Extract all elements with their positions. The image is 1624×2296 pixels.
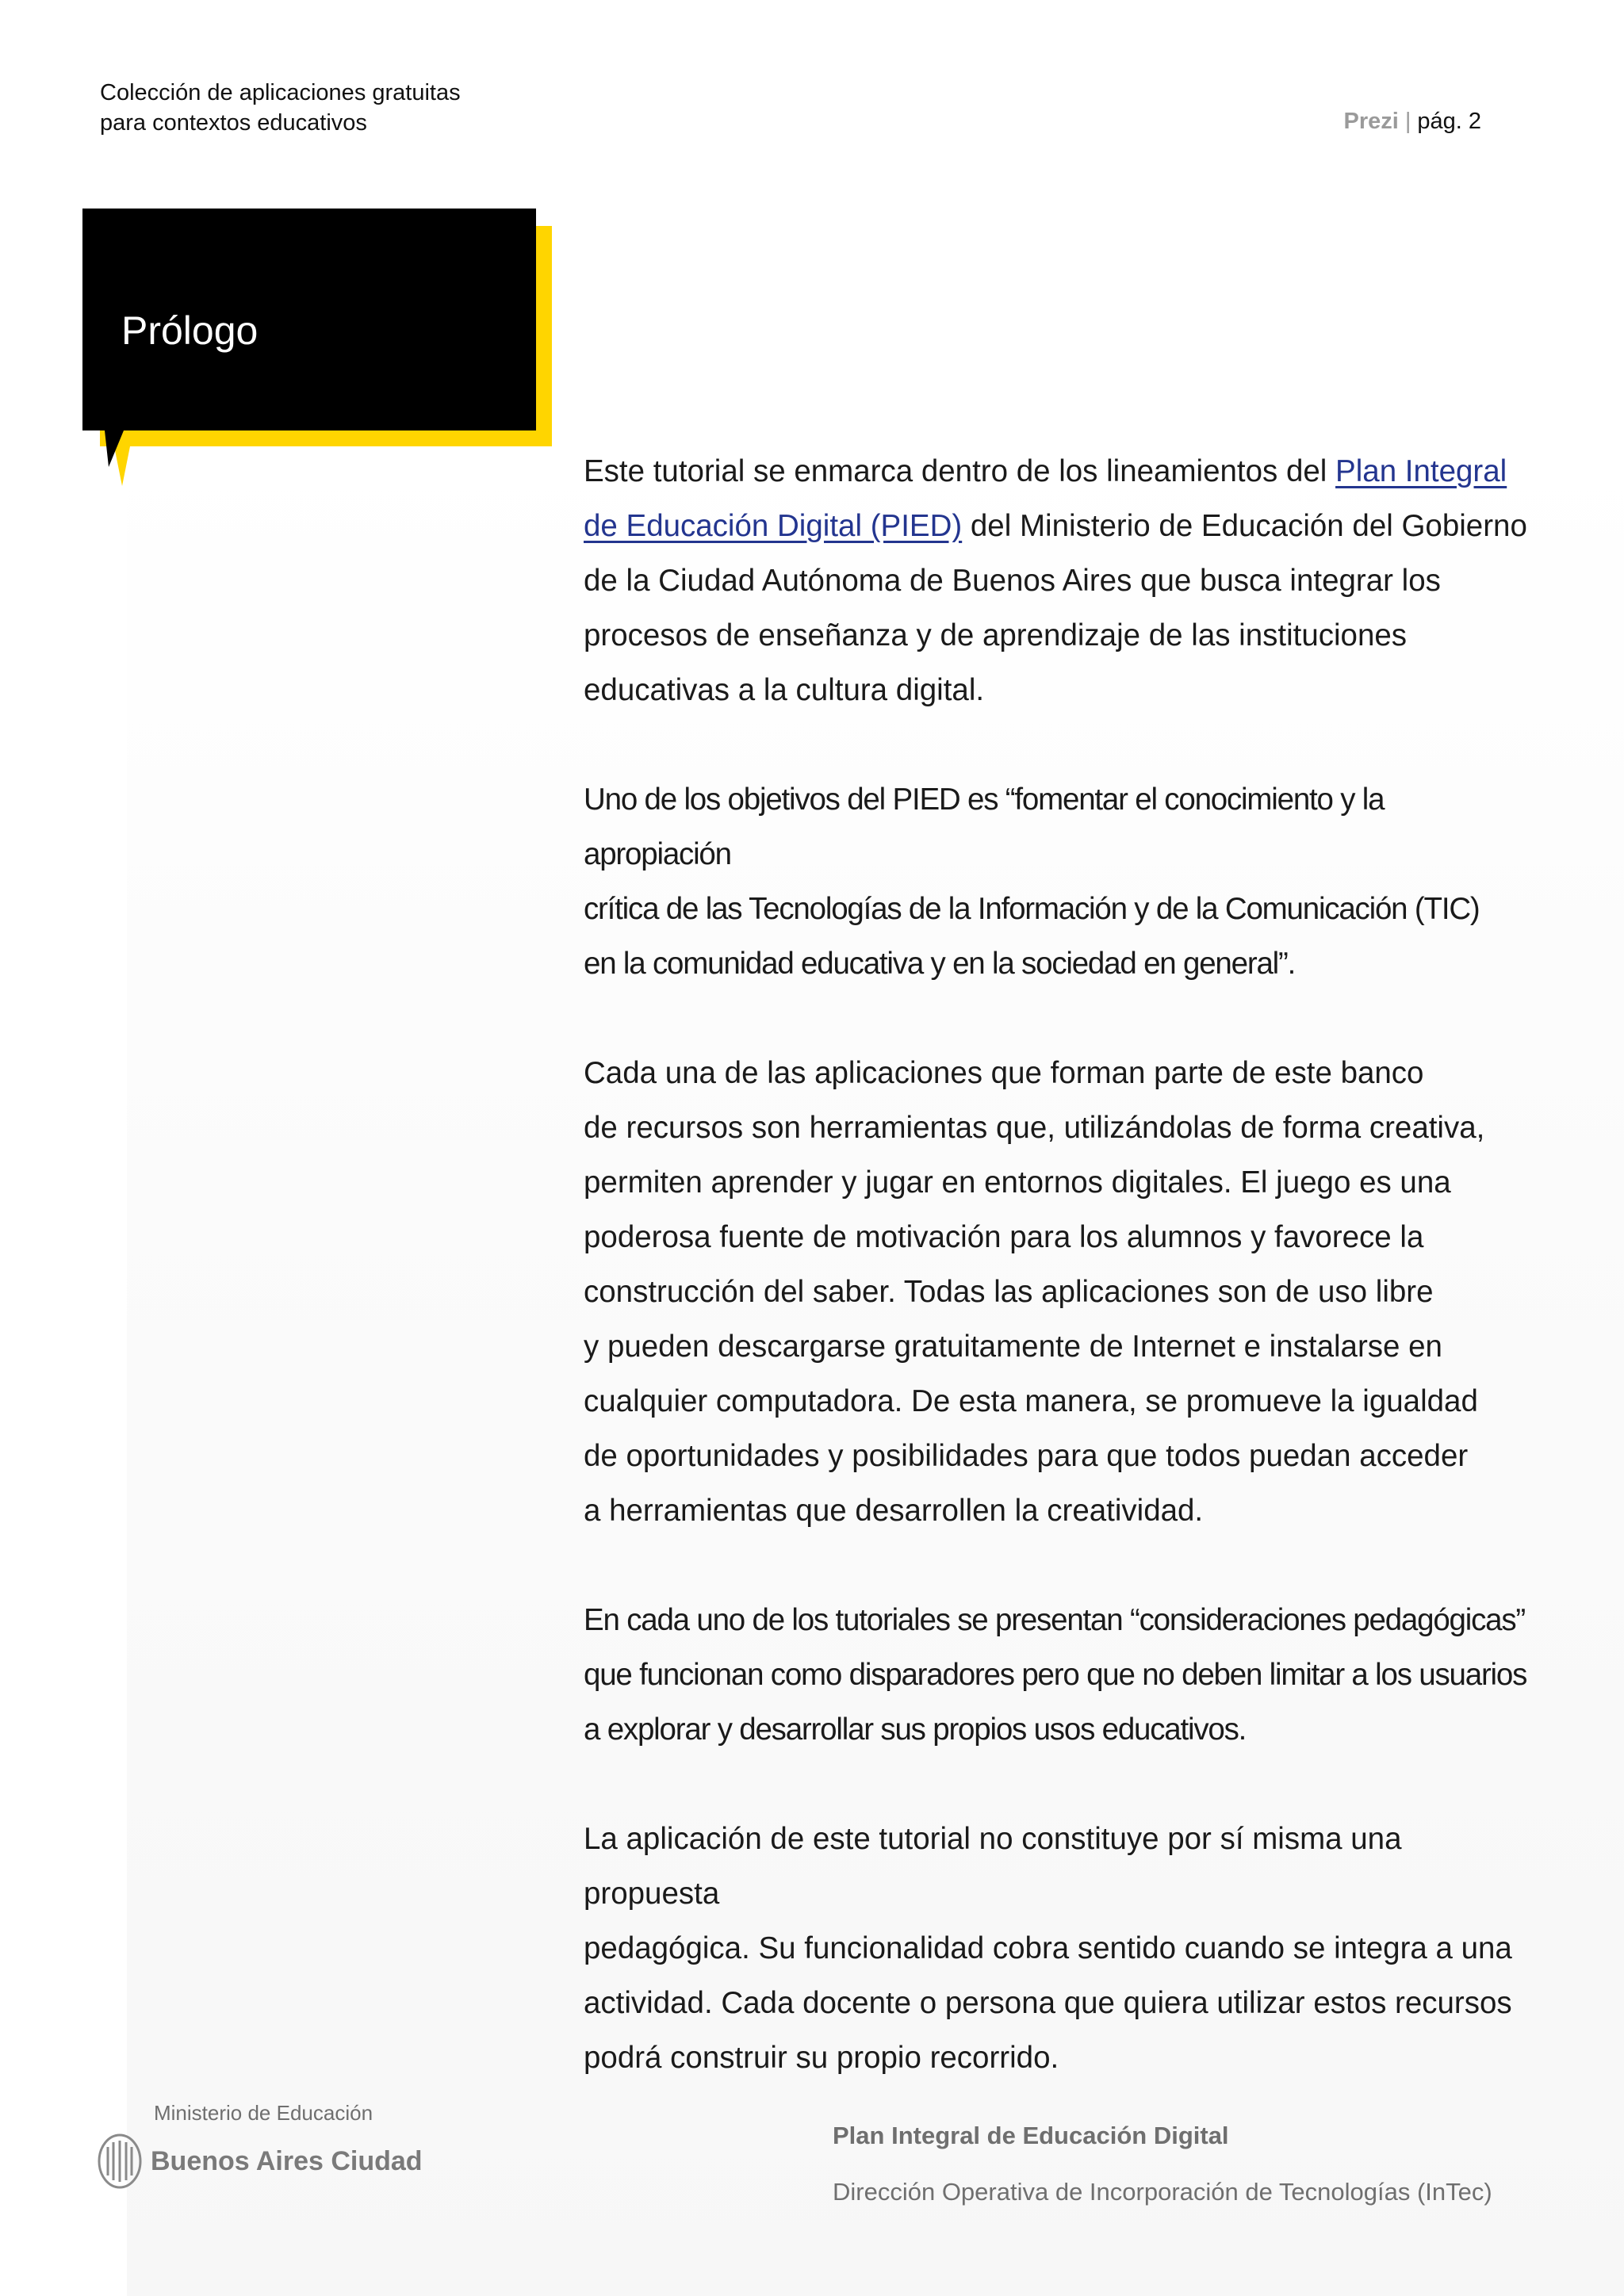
body-text <box>584 444 1535 2140</box>
collection-title <box>100 78 461 138</box>
buenos-aires-ciudad-emblem-icon <box>97 2133 143 2190</box>
footer-plan-name: Plan Integral de Educación Digital <box>833 2122 1229 2149</box>
ministry-label: Ministerio de Educación <box>154 2101 373 2125</box>
pied-link-part2[interactable]: de Educación Digital (PIED) <box>584 509 963 543</box>
page-number: pág. 2 <box>1417 109 1481 134</box>
collection-title-line2: para contextos educativos <box>100 110 367 136</box>
city-logo <box>97 2133 423 2190</box>
paragraph-intro <box>584 444 1535 718</box>
pied-link-part1[interactable]: Plan Integral <box>1335 454 1507 488</box>
section-title-bubble <box>82 209 552 486</box>
paragraph-pedagogical-considerations: En cada uno de los tutoriales se presentan “consideraciones pedagógicas” que funcionan como disparadores pero que no deben limitar a los usuarios a explorar y desarrollar sus propios usos educativos. <box>584 1603 1527 1747</box>
paragraph-applications: Cada una de las aplicaciones que forman parte de este banco de recursos son herramientas que, utilizándolas de forma creativa, permiten aprender y jugar en entornos digitales. El juego es una poderosa fuente de motivación para los alumnos y favorece la construcción del saber. Todas las aplicaciones son de uso libre y pueden descargarse gratuitamente de Internet e instalarse en cualquier computadora. De esta manera, se promueve la igualdad de oportunidades y posibilidades para que todos puedan acceder a herramientas que desarrollen la creatividad. <box>584 1056 1485 1528</box>
app-name: Prezi <box>1343 109 1399 134</box>
paragraph-tutorial-application: La aplicación de este tutorial no constituye por sí misma una propuesta pedagógica. Su funcionalidad cobra sentido cuando se integra a una actividad. Cada docente o persona que quiera utilizar estos recursos podrá construir su propio recorrido. <box>584 1822 1512 2075</box>
paragraph-intro-text: Este tutorial se enmarca dentro de los lineamientos del <box>584 454 1336 488</box>
section-title: Prólogo <box>121 308 259 353</box>
page-indicator <box>1343 106 1481 136</box>
separator: | <box>1404 109 1411 134</box>
footer-direction: Dirección Operativa de Incorporación de Tecnologías (InTec) <box>833 2178 1492 2206</box>
collection-title-line1: Colección de aplicaciones gratuitas <box>100 80 461 105</box>
paragraph-objectives: Uno de los objetivos del PIED es “fomentar el conocimiento y la apropiación crítica de las Tecnologías de la Información y de la Comunicación (TIC) en la comunidad educativa y en la sociedad en general”. <box>584 783 1480 981</box>
city-name: Buenos Aires Ciudad <box>151 2145 423 2176</box>
paragraph-intro-rest: del Ministerio de Educación del Gobierno de la Ciudad Autónoma de Buenos Aires que busca integrar los procesos de enseñanza y de aprendizaje de las instituciones educativas a la cultura digital. <box>584 509 1527 707</box>
